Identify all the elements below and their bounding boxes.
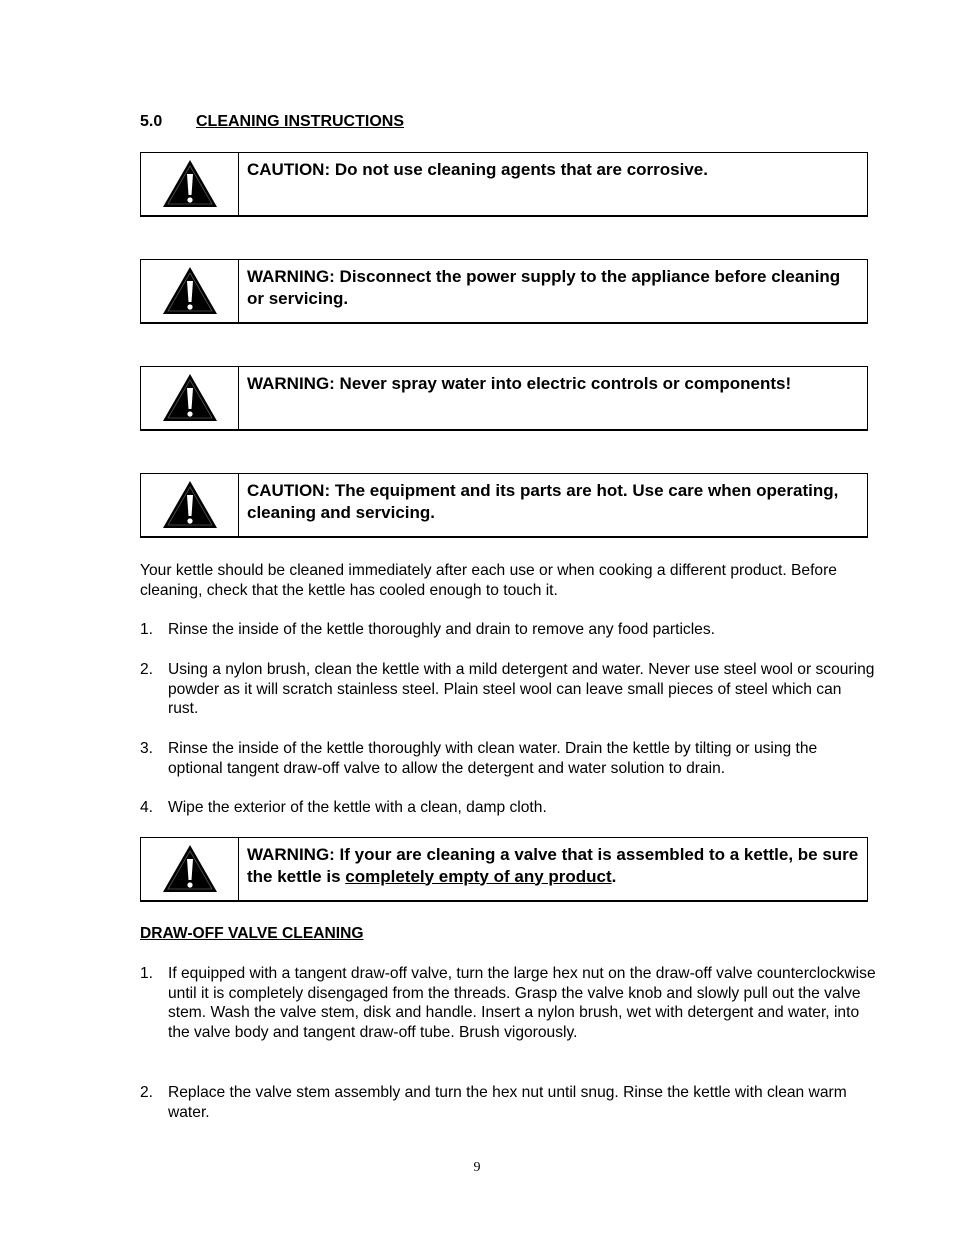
notice-icon-cell — [141, 153, 239, 215]
caution-box-hot — [140, 473, 868, 538]
warning-box-valve — [140, 837, 868, 902]
section-heading — [140, 113, 404, 131]
notice-icon-cell — [141, 260, 239, 322]
list-item-text: Replace the valve stem assembly and turn the hex nut until snug. Rinse the kettle with clean warm water. — [168, 1084, 847, 1121]
notice-text-end: . — [611, 866, 617, 886]
page-number: 9 — [473, 1160, 481, 1175]
list-item — [140, 964, 876, 1043]
list-item-text: Using a nylon brush, clean the kettle with a mild detergent and water. Never use steel wool or scouring powder as it will scratch stainless steel. Plain steel wool can leave small pieces of steel which can rust. — [168, 661, 875, 718]
notice-icon-cell — [141, 838, 239, 900]
notice-text: WARNING: Never spray water into electric controls or components! — [247, 374, 792, 393]
notice-icon-cell — [141, 474, 239, 536]
list-item-number: 1. — [140, 621, 154, 638]
warning-triangle-icon — [161, 843, 219, 895]
list-item — [140, 620, 876, 640]
section-number: 5.0 — [140, 113, 163, 130]
list-item-text: Rinse the inside of the kettle thoroughly and drain to remove any food particles. — [168, 621, 715, 638]
list-item — [140, 660, 876, 719]
warning-box-water — [140, 366, 868, 431]
notice-text: WARNING: Disconnect the power supply to the appliance before cleaning or servicing. — [247, 267, 841, 308]
warning-triangle-icon — [161, 265, 219, 317]
list-item — [140, 1083, 876, 1122]
notice-text-main: WARNING: If your are cleaning a valve that is assembled to a kettle, be sure the kettle is — [247, 845, 859, 886]
section-title: CLEANING INSTRUCTIONS — [196, 113, 404, 130]
list-item-number: 2. — [140, 661, 154, 678]
list-item-number: 2. — [140, 1084, 154, 1101]
list-item-text: Wipe the exterior of the kettle with a clean, damp cloth. — [168, 799, 547, 816]
notice-text — [239, 838, 867, 900]
list-item — [140, 739, 876, 778]
notice-text: CAUTION: The equipment and its parts are hot. Use care when operating, cleaning and servicing. — [247, 481, 839, 522]
warning-triangle-icon — [161, 158, 219, 210]
warning-triangle-icon — [161, 372, 219, 424]
notice-text: CAUTION: Do not use cleaning agents that are corrosive. — [247, 160, 708, 179]
list-item-number: 3. — [140, 740, 154, 757]
notice-text-emphasis: completely empty of any product — [345, 866, 612, 886]
warning-triangle-icon — [161, 479, 219, 531]
valve-cleaning-heading: DRAW-OFF VALVE CLEANING — [140, 925, 364, 942]
list-item-number: 4. — [140, 799, 154, 816]
intro-paragraph: Your kettle should be cleaned immediately after each use or when cooking a different product. Before cleaning, check that the kettle has cooled enough to touch it. — [140, 562, 837, 599]
notice-icon-cell — [141, 367, 239, 429]
list-item — [140, 798, 876, 818]
warning-box-power — [140, 259, 868, 324]
list-item-number: 1. — [140, 965, 154, 982]
list-item-text: If equipped with a tangent draw-off valve, turn the large hex nut on the draw-off valve counterclockwise until it is completely disengaged from the threads. Grasp the valve knob and slowly pull out the valve stem. Wash the valve stem, disk and handle. Insert a nylon brush, wet with detergent and water, into the valve body and tangent draw-off tube. Brush vigorously. — [168, 965, 876, 1042]
caution-box-corrosive — [140, 152, 868, 217]
list-item-text: Rinse the inside of the kettle thoroughly with clean water. Drain the kettle by tilting or using the optional tangent draw-off valve to allow the detergent and water solution to drain. — [168, 740, 818, 777]
